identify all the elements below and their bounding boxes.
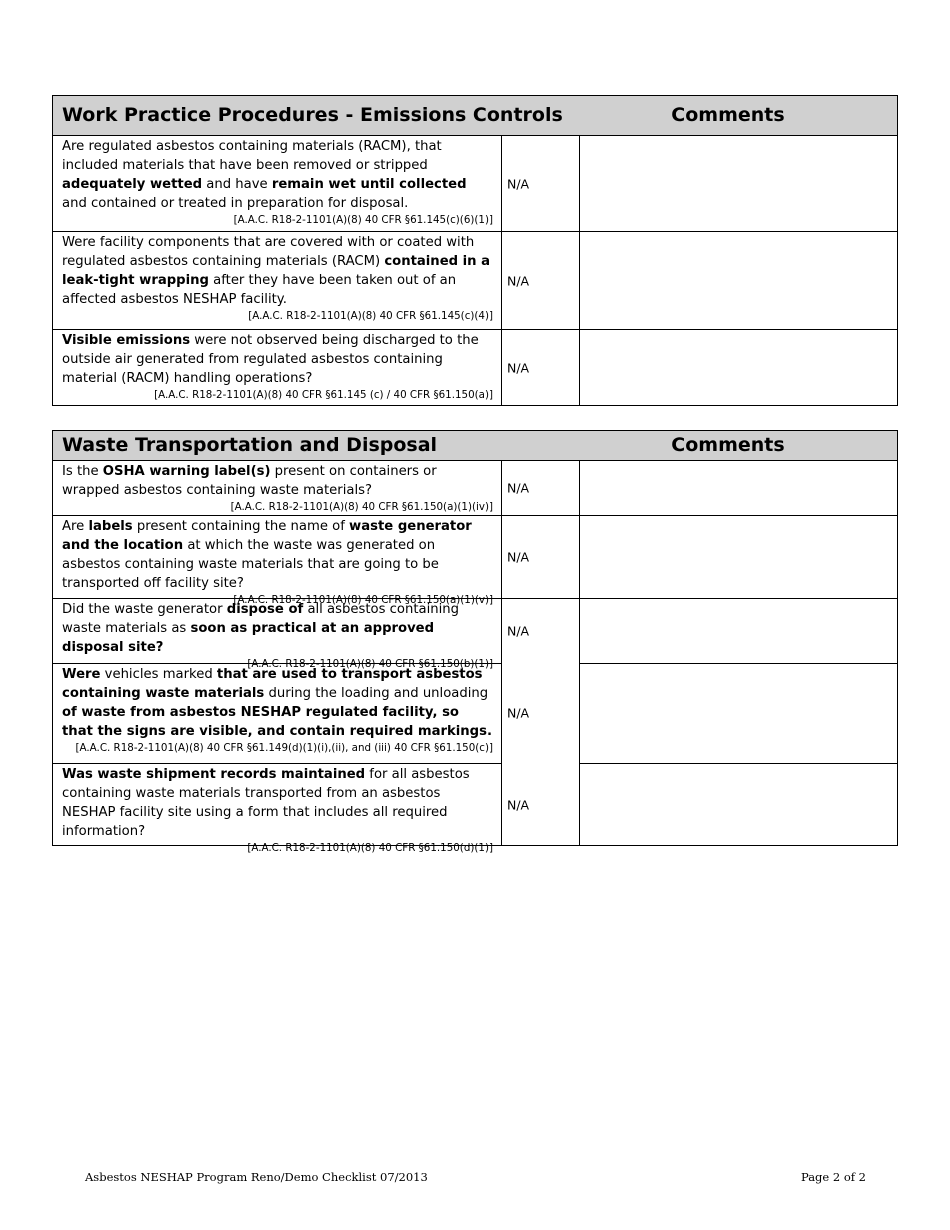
question-text-segment: Are regulated asbestos containing materials (RACM), that included materials that have been removed or stripped [62, 139, 442, 173]
comment-cell[interactable] [580, 461, 897, 515]
question-text-segment: and have [202, 177, 272, 192]
question-text [62, 139, 467, 211]
question-text-segment: Were [62, 667, 101, 682]
waste-transportation-table [52, 430, 898, 854]
question-text-segment: present containing the name of [132, 519, 350, 534]
table-row [53, 515, 897, 606]
regulation-citation: [A.A.C. R18-2-1101(A)(8) 40 CFR §61.145(c)(6)(1)] [233, 214, 493, 226]
question-text-segment: Did the waste generator [62, 602, 227, 617]
footer-page-number: Page 2 of 2 [800, 1170, 866, 1184]
table-row [53, 598, 897, 670]
row-divider [502, 515, 580, 516]
question-text-segment: OSHA warning label(s) [102, 464, 271, 479]
table-row [53, 763, 897, 854]
question-text-segment: Visible emissions [62, 333, 191, 348]
regulation-citation: [A.A.C. R18-2-1101(A)(8) 40 CFR §61.150(a)(1)(iv)] [230, 501, 493, 513]
table-row [53, 231, 897, 329]
question-cell [53, 136, 502, 231]
row-divider [502, 598, 580, 599]
table-row [53, 136, 897, 231]
question-cell [53, 763, 502, 854]
regulation-citation: [A.A.C. R18-2-1101(A)(8) 40 CFR §61.145 (c) / 40 CFR §61.150(a)] [154, 389, 493, 401]
question-text-segment: soon as practical at an approved disposal site? [62, 621, 435, 655]
column-divider [579, 663, 580, 763]
question-text-segment: contained in a leak-tight wrapping [62, 254, 491, 288]
question-cell [53, 515, 502, 606]
question-text-segment: labels [88, 519, 133, 534]
comment-cell[interactable] [580, 763, 897, 846]
column-divider [579, 763, 580, 846]
question-cell [53, 461, 502, 515]
table-row [53, 329, 897, 405]
comment-cell[interactable] [580, 515, 897, 598]
comment-cell[interactable] [580, 330, 897, 405]
table-row [53, 663, 897, 763]
question-cell [53, 232, 502, 329]
question-text-segment: at which the waste was generated on asbestos containing waste materials that are going to be transported off facility site? [62, 538, 439, 591]
question-text-segment: Are [62, 519, 89, 534]
question-text-segment: Is the [62, 464, 103, 479]
footer-document-title: Asbestos NESHAP Program Reno/Demo Checklist 07/2013 [85, 1170, 428, 1184]
question-text-segment: that are used to transport asbestos containing waste materials [62, 667, 483, 701]
comment-cell[interactable] [580, 232, 897, 329]
column-divider [579, 598, 580, 663]
question-text [62, 767, 470, 839]
question-text-segment: dispose of [226, 602, 304, 617]
status-value: N/A [507, 273, 530, 288]
question-text-segment: all asbestos containing waste materials as [62, 602, 459, 636]
comment-cell[interactable] [580, 663, 897, 763]
regulation-citation: [A.A.C. R18-2-1101(A)(8) 40 CFR §61.145(c)(4)] [248, 310, 493, 322]
regulation-citation: [A.A.C. R18-2-1101(A)(8) 40 CFR §61.150(b)(1)] [247, 658, 493, 670]
section-title: Waste Transportation and Disposal [62, 434, 438, 456]
emissions-controls-header [53, 96, 897, 136]
question-text [62, 602, 459, 655]
question-text-segment: for all asbestos containing waste materials transported from an asbestos NESHAP facility site using a form that includes all required information? [62, 767, 470, 839]
status-value: N/A [507, 480, 530, 496]
question-text-segment: present on containers or wrapped asbestos containing waste materials? [62, 464, 437, 498]
regulation-citation: [A.A.C. R18-2-1101(A)(8) 40 CFR §61.150(a)(1)(v)] [233, 594, 493, 606]
question-text-segment: after they have been taken out of an affected asbestos NESHAP facility. [62, 273, 457, 307]
table-row [53, 461, 897, 515]
section-title: Work Practice Procedures - Emissions Controls [62, 104, 563, 126]
comment-cell[interactable] [580, 598, 897, 663]
comments-header: Comments [671, 434, 785, 456]
question-text [62, 333, 479, 386]
question-text [62, 667, 492, 739]
waste-transportation-header [53, 431, 897, 461]
question-text-segment: vehicles marked [100, 667, 217, 682]
status-value: N/A [507, 176, 530, 191]
question-text-segment: waste generator and the location [62, 519, 472, 553]
comment-cell[interactable] [580, 136, 897, 231]
question-text [62, 519, 472, 591]
regulation-citation: [A.A.C. R18-2-1101(A)(8) 40 CFR §61.149(d)(1)(i),(ii), and (iii) 40 CFR §61.150(c)] [75, 742, 493, 754]
question-text-segment: and contained or treated in preparation for disposal. [62, 196, 409, 211]
question-text-segment: were not observed being discharged to the outside air generated from regulated asbestos containing material (RACM) handling operations? [62, 333, 479, 386]
question-text-segment: of waste from asbestos NESHAP regulated facility, so that the signs are visible, and contain required markings. [62, 705, 492, 739]
regulation-citation: [A.A.C. R18-2-1101(A)(8) 40 CFR §61.150(d)(1)] [247, 842, 493, 854]
status-value: N/A [507, 705, 530, 721]
question-cell [53, 598, 502, 670]
question-text-segment: remain wet until collected [271, 177, 467, 192]
question-text-segment: Was waste shipment records maintained [62, 767, 366, 782]
column-divider [579, 515, 580, 598]
status-value: N/A [507, 797, 530, 812]
question-cell [53, 330, 502, 405]
comments-header: Comments [671, 104, 785, 126]
status-value: N/A [507, 360, 530, 375]
question-text [62, 464, 437, 498]
question-text [62, 235, 490, 307]
question-text-segment: during the loading and unloading [264, 686, 489, 701]
question-text-segment: adequately wetted [62, 177, 203, 192]
status-value: N/A [507, 549, 530, 564]
emissions-controls-table [52, 95, 898, 406]
question-cell [53, 663, 502, 763]
status-value: N/A [507, 623, 530, 638]
question-text-segment: Were facility components that are covered with or coated with regulated asbestos containing materials (RACM) [62, 235, 475, 269]
